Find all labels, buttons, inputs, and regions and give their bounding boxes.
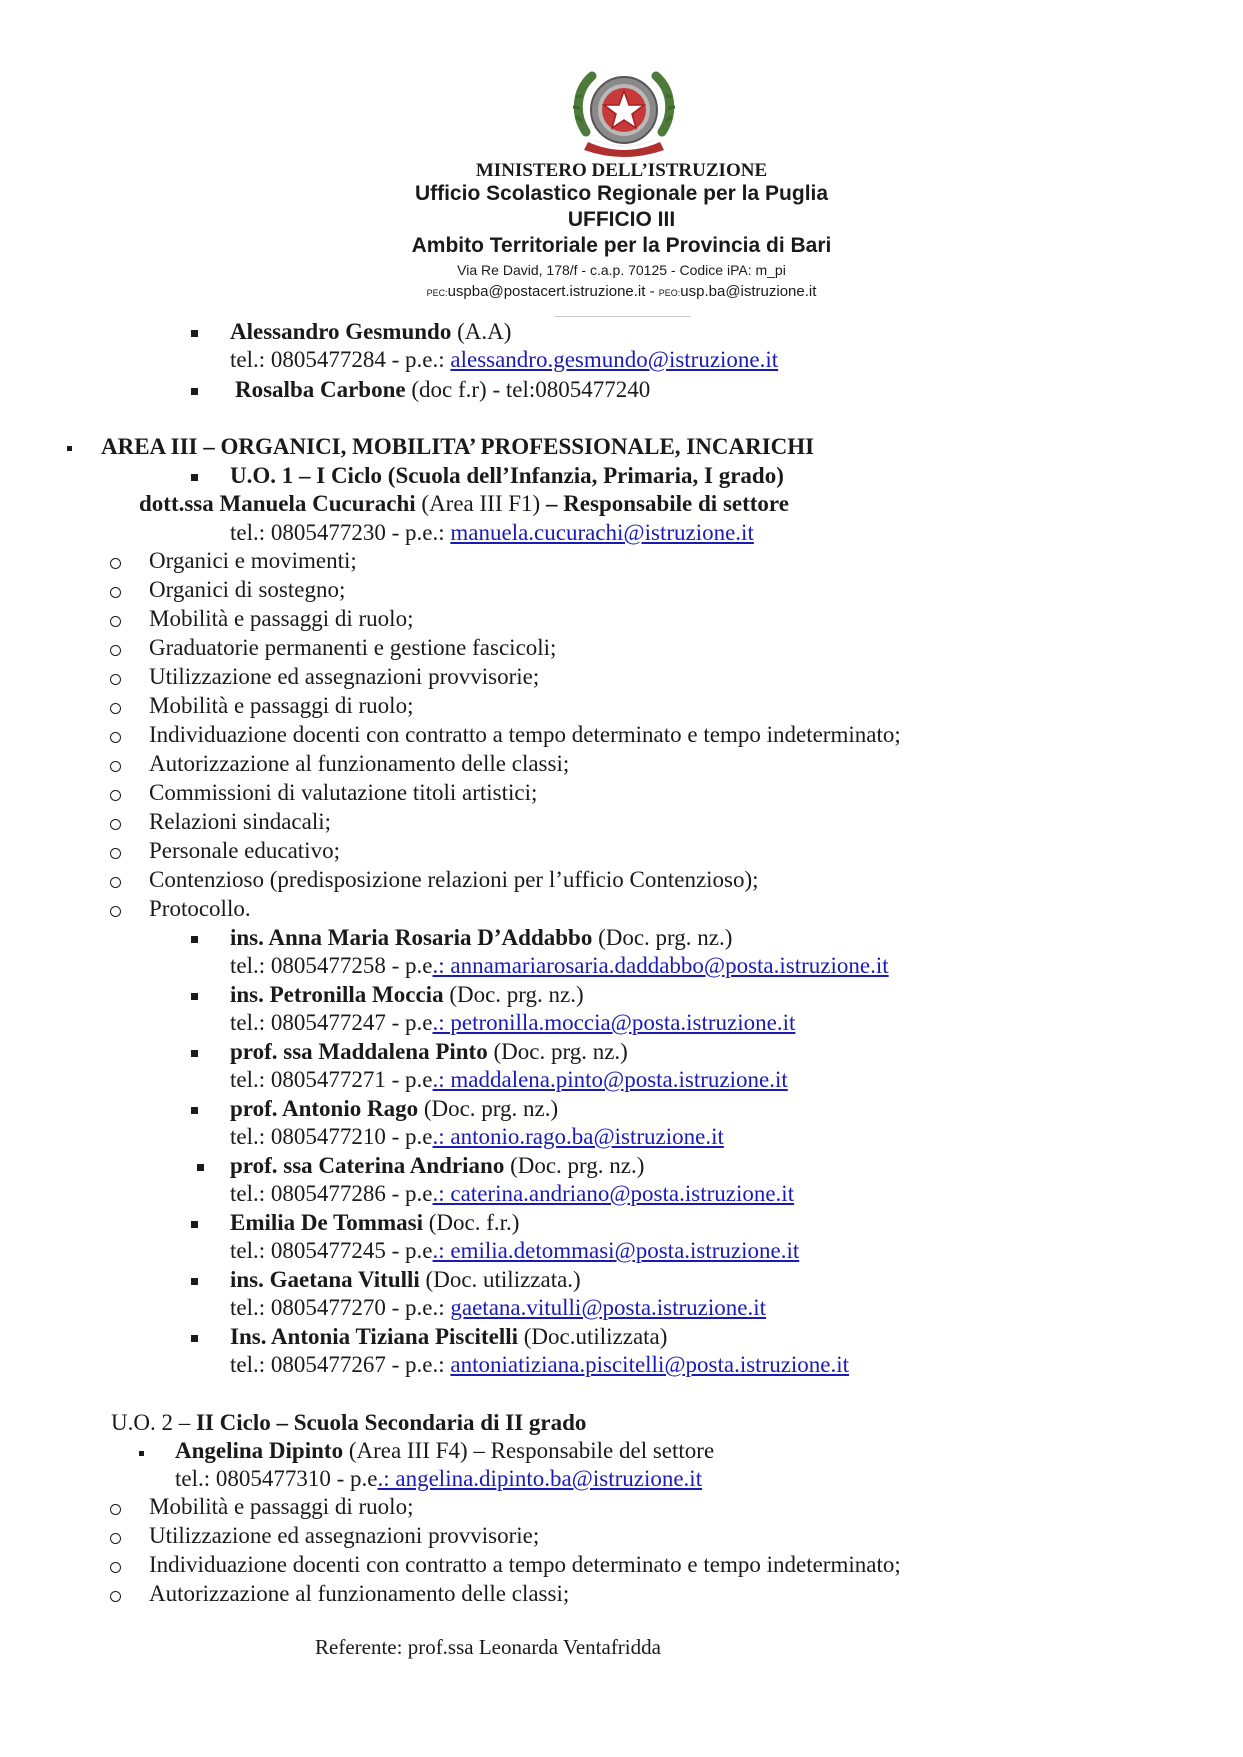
bullet-circle-icon — [110, 790, 121, 801]
uo2-manager-contact: tel.: 0805477310 - p.e.: angelina.dipinto.ba@istruzione.it — [175, 1466, 703, 1491]
email-link[interactable]: .: angelina.dipinto.ba@istruzione.it — [377, 1466, 703, 1491]
task-item: Commissioni di valutazione titoli artistici; — [149, 780, 538, 805]
staff-entry: Rosalba Carbone (doc f.r) - tel:0805477240 — [235, 377, 651, 402]
bullet-square-icon — [191, 1107, 198, 1114]
bullet-square-icon — [191, 1221, 198, 1228]
task-item: Individuazione docenti con contratto a tempo determinato e tempo indeterminato; — [149, 722, 901, 747]
bullet-square-icon — [197, 1164, 204, 1171]
email-link[interactable]: manuela.cucurachi@istruzione.it — [450, 520, 754, 545]
italian-republic-emblem-icon — [568, 62, 680, 162]
bullet-circle-icon — [110, 616, 121, 627]
bullet-square-icon — [191, 1335, 198, 1342]
bullet-square-icon — [191, 993, 198, 1000]
task-item: Mobilità e passaggi di ruolo; — [149, 693, 414, 718]
staff-entry: ins. Anna Maria Rosaria D’Addabbo (Doc. prg. nz.) — [230, 925, 733, 950]
email-link[interactable]: antoniatiziana.piscitelli@posta.istruzione.it — [450, 1352, 850, 1377]
task-item: Utilizzazione ed assegnazioni provvisorie; — [149, 1523, 540, 1548]
uo1-manager: dott.ssa Manuela Cucurachi (Area III F1) – Responsabile di settore — [139, 491, 789, 516]
ambito-name: Ambito Territoriale per la Provincia di Bari — [411, 234, 832, 257]
referente: Referente: prof.ssa Leonarda Ventafridda — [315, 1635, 661, 1659]
uo2-title: U.O. 2 – II Ciclo – Scuola Secondaria di II grado — [111, 1410, 587, 1435]
task-item: Autorizzazione al funzionamento delle classi; — [149, 751, 570, 776]
uo1-title: U.O. 1 – I Ciclo (Scuola dell’Infanzia, Primaria, I grado) — [230, 463, 784, 488]
staff-contact: tel.: 0805477267 - p.e.: antoniatiziana.piscitelli@posta.istruzione.it — [230, 1352, 850, 1377]
bullet-square-icon — [191, 1278, 198, 1285]
email-separator: - — [645, 283, 659, 300]
bullet-circle-icon — [110, 703, 121, 714]
bullet-circle-icon — [110, 877, 121, 888]
staff-contact: tel.: 0805477271 - p.e.: maddalena.pinto@posta.istruzione.it — [230, 1067, 788, 1092]
bullet-circle-icon — [110, 674, 121, 685]
staff-entry: prof. ssa Maddalena Pinto (Doc. prg. nz.) — [230, 1039, 628, 1064]
task-item: Organici e movimenti; — [149, 548, 357, 573]
staff-entry: Alessandro Gesmundo (A.A) — [230, 319, 512, 344]
staff-contact: tel.: 0805477258 - p.e.: annamariarosaria.daddabbo@posta.istruzione.it — [230, 953, 889, 978]
email-link[interactable]: .: maddalena.pinto@posta.istruzione.it — [432, 1067, 788, 1092]
staff-contact: tel.: 0805477245 - p.e.: emilia.detommasi@posta.istruzione.it — [230, 1238, 800, 1263]
staff-contact: tel.: 0805477210 - p.e.: antonio.rago.ba@istruzione.it — [230, 1124, 724, 1149]
bullet-circle-icon — [110, 1533, 121, 1544]
staff-contact: tel.: 0805477286 - p.e.: caterina.andriano@posta.istruzione.it — [230, 1181, 795, 1206]
bullet-square-icon — [67, 446, 72, 451]
bullet-circle-icon — [110, 906, 121, 917]
staff-entry: Emilia De Tommasi (Doc. f.r.) — [230, 1210, 520, 1235]
staff-entry: prof. ssa Caterina Andriano (Doc. prg. nz.) — [230, 1153, 645, 1178]
email-link[interactable]: .: petronilla.moccia@posta.istruzione.it — [432, 1010, 796, 1035]
office-address: Via Re David, 178/f - c.a.p. 70125 - Codice iPA: m_pi — [457, 262, 786, 278]
task-item: Organici di sostegno; — [149, 577, 346, 602]
bullet-square-icon — [191, 936, 198, 943]
pec-address: uspba@postacert.istruzione.it — [447, 283, 646, 300]
bullet-square-icon — [191, 388, 198, 395]
bullet-circle-icon — [110, 1504, 121, 1515]
bullet-circle-icon — [110, 645, 121, 656]
task-item: Mobilità e passaggi di ruolo; — [149, 1494, 414, 1519]
staff-entry: ins. Petronilla Moccia (Doc. prg. nz.) — [230, 982, 584, 1007]
task-item: Graduatorie permanenti e gestione fascicoli; — [149, 635, 557, 660]
task-item: Personale educativo; — [149, 838, 340, 863]
task-item: Individuazione docenti con contratto a tempo determinato e tempo indeterminato; — [149, 1552, 901, 1577]
staff-contact: tel.: 0805477270 - p.e.: gaetana.vitulli@posta.istruzione.it — [230, 1295, 767, 1320]
uo2-manager: Angelina Dipinto (Area III F4) – Responsabile del settore — [175, 1438, 715, 1463]
email-link[interactable]: gaetana.vitulli@posta.istruzione.it — [450, 1295, 767, 1320]
email-link[interactable]: .: caterina.andriano@posta.istruzione.it — [432, 1181, 795, 1206]
bullet-square-icon — [191, 1050, 198, 1057]
office-emails — [0, 283, 1243, 300]
staff-contact: tel.: 0805477284 - p.e.: alessandro.gesmundo@istruzione.it — [230, 347, 779, 372]
bullet-circle-icon — [110, 1591, 121, 1602]
regional-office-name: Ufficio Scolastico Regionale per la Puglia — [414, 182, 829, 205]
ministry-name: MINISTERO DELL’ISTRUZIONE — [475, 160, 768, 181]
bullet-circle-icon — [110, 848, 121, 859]
bullet-square-icon — [191, 330, 198, 337]
bullet-square-icon — [139, 1451, 144, 1456]
office-name: UFFICIO III — [567, 208, 676, 231]
bullet-square-icon — [191, 474, 198, 481]
staff-entry: prof. Antonio Rago (Doc. prg. nz.) — [230, 1096, 559, 1121]
task-item: Protocollo. — [149, 896, 251, 921]
email-link[interactable]: .: antonio.rago.ba@istruzione.it — [432, 1124, 724, 1149]
staff-contact: tel.: 0805477247 - p.e.: petronilla.moccia@posta.istruzione.it — [230, 1010, 796, 1035]
email-link[interactable]: .: emilia.detommasi@posta.istruzione.it — [432, 1238, 800, 1263]
bullet-circle-icon — [110, 761, 121, 772]
bullet-circle-icon — [110, 1562, 121, 1573]
area-title: AREA III – ORGANICI, MOBILITA’ PROFESSIONALE, INCARICHI — [101, 434, 815, 459]
header-divider — [555, 316, 690, 317]
peo-address: usp.ba@istruzione.it — [680, 283, 817, 300]
task-item: Contenzioso (predisposizione relazioni per l’ufficio Contenzioso); — [149, 867, 759, 892]
bullet-circle-icon — [110, 558, 121, 569]
staff-entry: Ins. Antonia Tiziana Piscitelli (Doc.utilizzata) — [230, 1324, 668, 1349]
email-link[interactable]: .: annamariarosaria.daddabbo@posta.istruzione.it — [432, 953, 889, 978]
task-item: Mobilità e passaggi di ruolo; — [149, 606, 414, 631]
task-item: Relazioni sindacali; — [149, 809, 332, 834]
task-item: Utilizzazione ed assegnazioni provvisorie; — [149, 664, 540, 689]
email-link[interactable]: alessandro.gesmundo@istruzione.it — [450, 347, 779, 372]
staff-entry: ins. Gaetana Vitulli (Doc. utilizzata.) — [230, 1267, 581, 1292]
uo1-manager-contact: tel.: 0805477230 - p.e.: manuela.cucurachi@istruzione.it — [230, 520, 754, 545]
bullet-circle-icon — [110, 732, 121, 743]
task-item: Autorizzazione al funzionamento delle classi; — [149, 1581, 570, 1606]
pec-label: PEC: — [426, 288, 448, 298]
peo-label: PEO: — [658, 288, 681, 298]
bullet-circle-icon — [110, 587, 121, 598]
bullet-circle-icon — [110, 819, 121, 830]
